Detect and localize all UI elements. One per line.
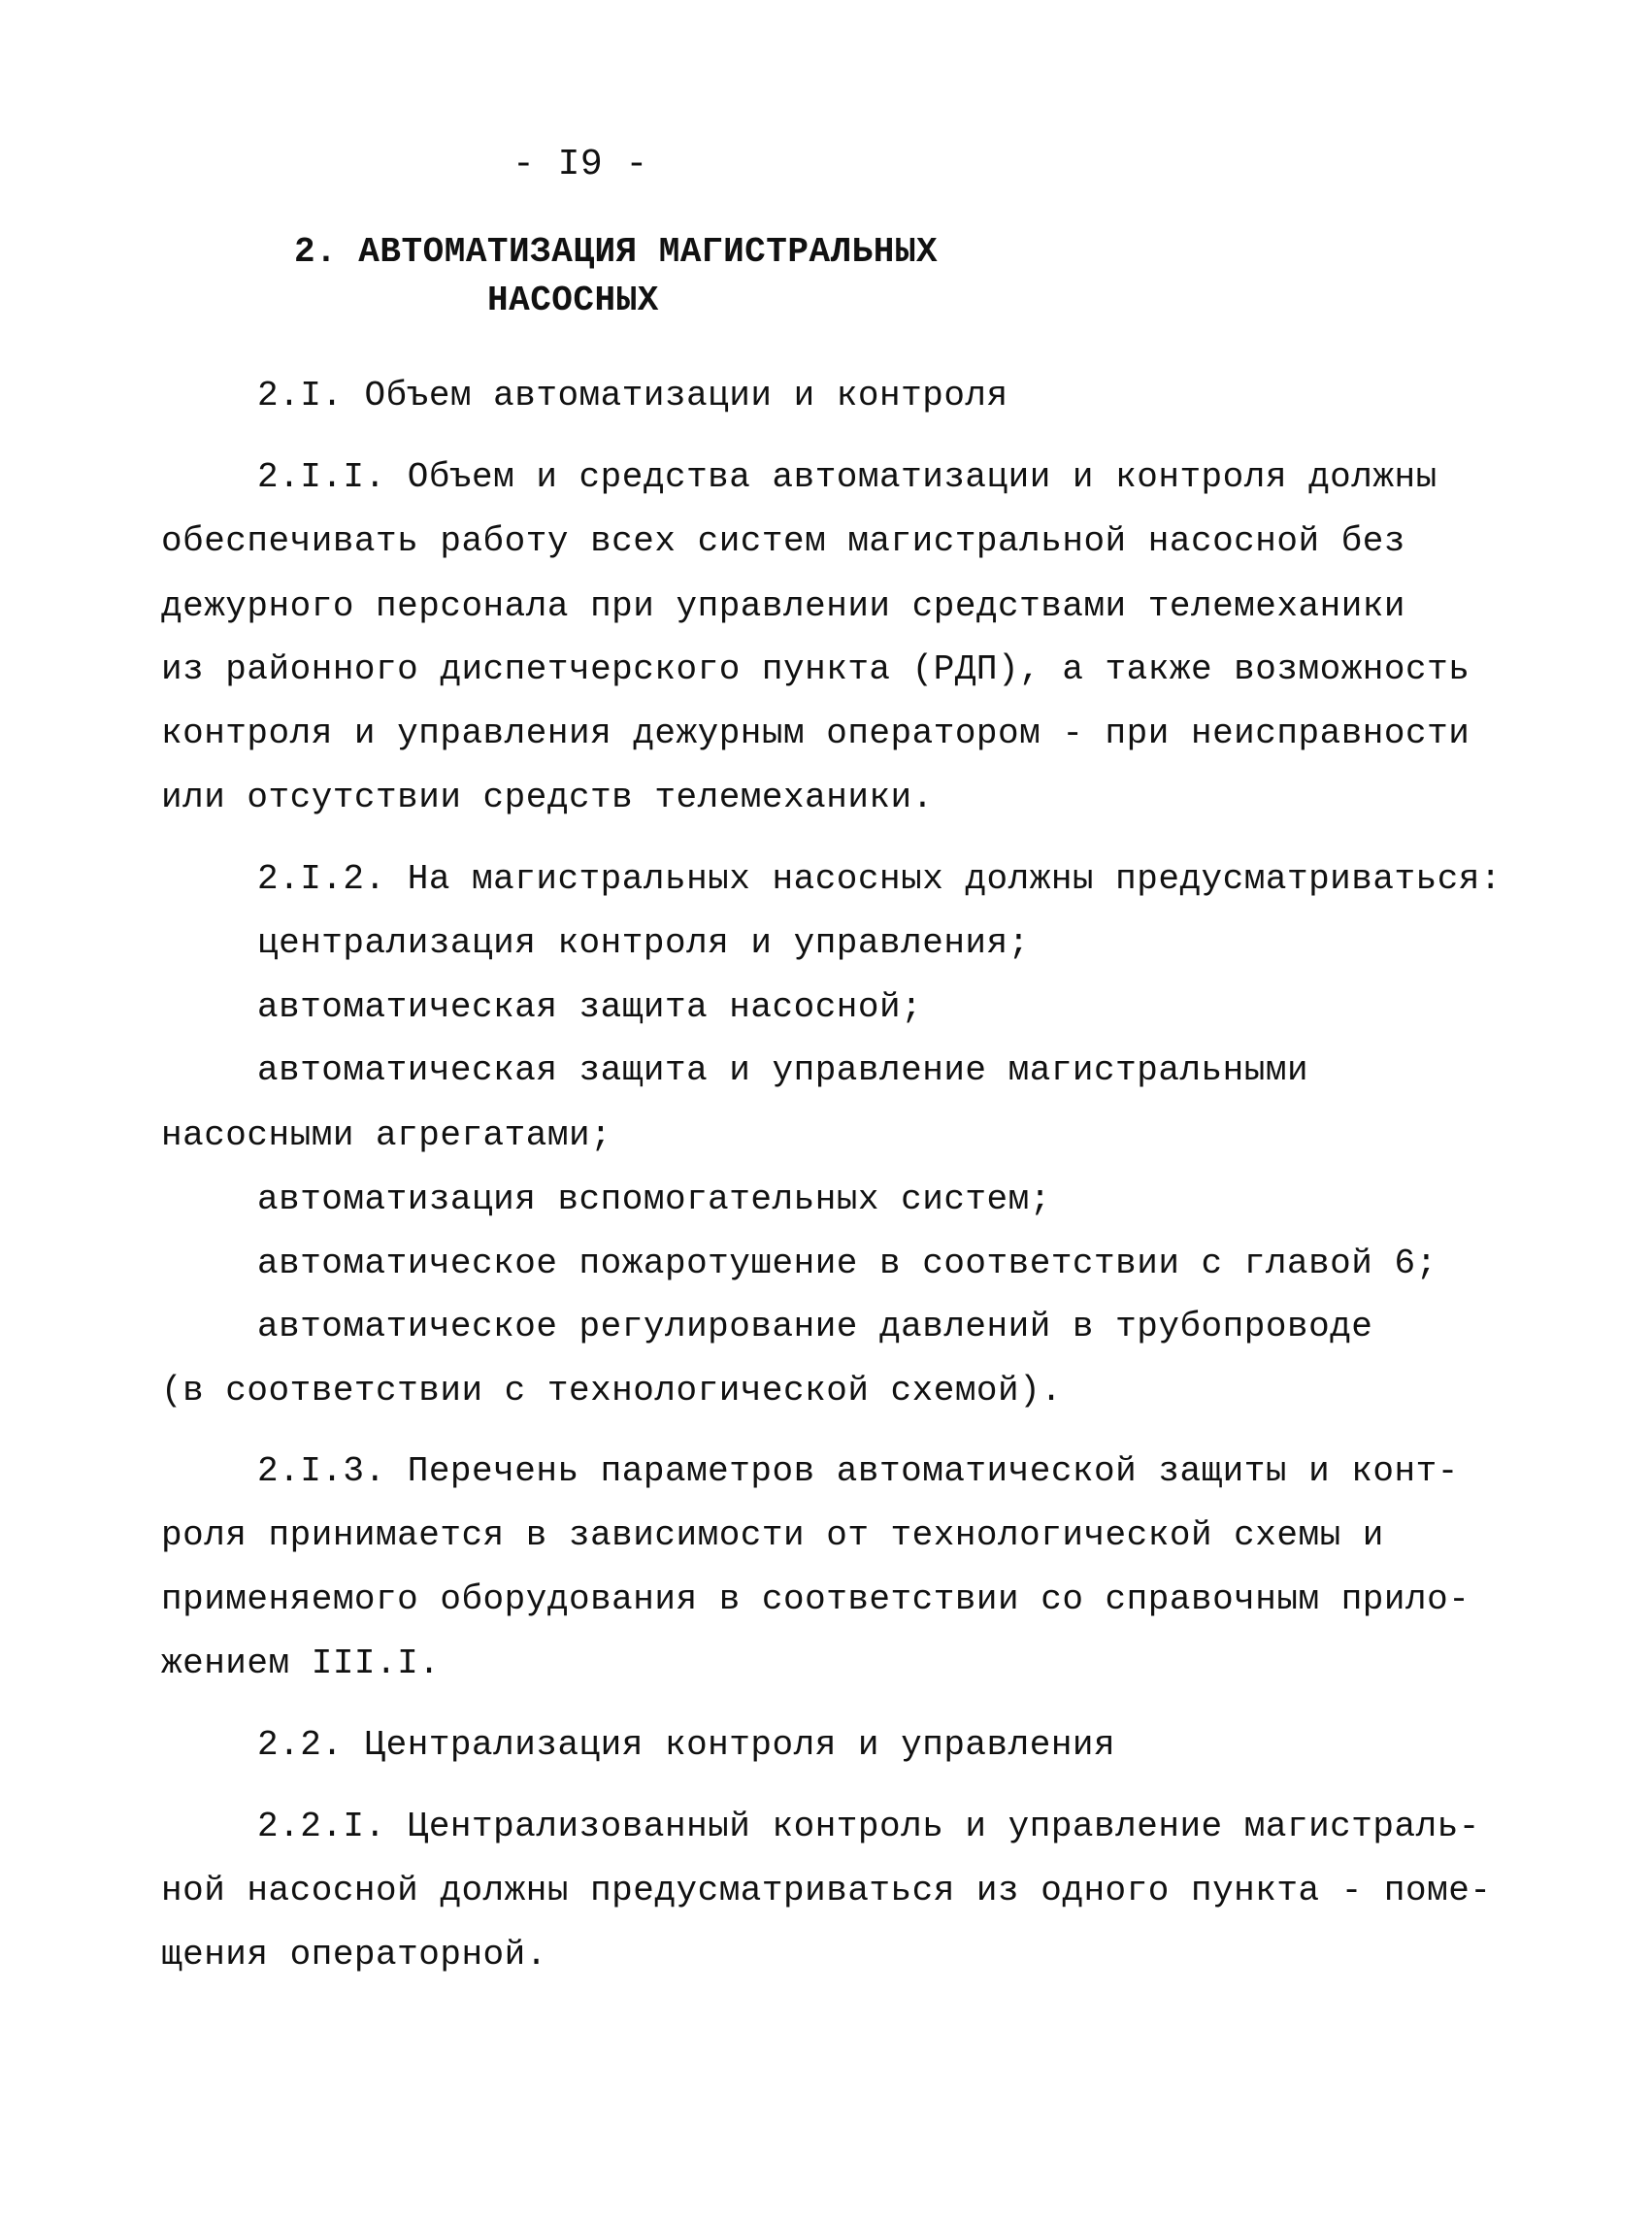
paragraph-2-1-2-line: (в соответствии с технологической схемой).	[161, 1371, 1063, 1411]
chapter-heading-line-2: НАСОСНЫХ	[487, 281, 659, 320]
paragraph-2-1-3-line: 2.I.3. Перечень параметров автоматической защиты и конт-	[257, 1451, 1459, 1491]
paragraph-2-2-1-line: 2.2.I. Централизованный контроль и управление магистраль-	[257, 1807, 1480, 1846]
paragraph-2-2-1-line: щения операторной.	[161, 1935, 547, 1975]
paragraph-2-1-2-line: автоматическое регулирование давлений в трубопроводе	[257, 1307, 1373, 1346]
paragraph-2-1-1-line: или отсутствии средств телемеханики.	[161, 778, 934, 817]
paragraph-2-1-1-line: контроля и управления дежурным оператором - при неисправности	[161, 714, 1470, 753]
paragraph-2-1-3-line: роля принимается в зависимости от технологической схемы и	[161, 1515, 1384, 1555]
paragraph-2-1-2-line: автоматическое пожаротушение в соответствии с главой 6;	[257, 1244, 1437, 1283]
chapter-heading-line-1: 2. АВТОМАТИЗАЦИЯ МАГИСТРАЛЬНЫХ	[294, 232, 939, 272]
paragraph-2-1-3-line: жением III.I.	[161, 1643, 441, 1683]
paragraph-2-1-1-line: 2.I.I. Объем и средства автоматизации и контроля должны	[257, 457, 1437, 497]
paragraph-2-1-2-line: 2.I.2. На магистральных насосных должны предусматриваться:	[257, 859, 1503, 899]
paragraph-2-1-2-line: автоматизация вспомогательных систем;	[257, 1179, 1051, 1219]
paragraph-2-1-1-line: из районного диспетчерского пункта (РДП), а также возможность	[161, 649, 1470, 689]
paragraph-2-1-1-line: дежурного персонала при управлении средствами телемеханики	[161, 586, 1406, 626]
paragraph-2-1-1-line: обеспечивать работу всех систем магистральной насосной без	[161, 521, 1406, 561]
paragraph-2-1-2-line: насосными агрегатами;	[161, 1115, 612, 1155]
paragraph-2-1-3-line: применяемого оборудования в соответствии со справочным прило-	[161, 1579, 1470, 1619]
paragraph-2-1-2-line: автоматическая защита и управление магистральными	[257, 1050, 1309, 1090]
section-title-2-1: 2.I. Объем автоматизации и контроля	[257, 376, 1008, 415]
paragraph-2-1-2-line: автоматическая защита насосной;	[257, 987, 923, 1027]
page-number: - I9 -	[512, 144, 648, 185]
paragraph-2-2-1-line: ной насосной должны предусматриваться из одного пункта - поме-	[161, 1871, 1492, 1910]
section-title-2-2: 2.2. Централизация контроля и управления	[257, 1725, 1116, 1765]
paragraph-2-1-2-line: централизация контроля и управления;	[257, 923, 1030, 963]
